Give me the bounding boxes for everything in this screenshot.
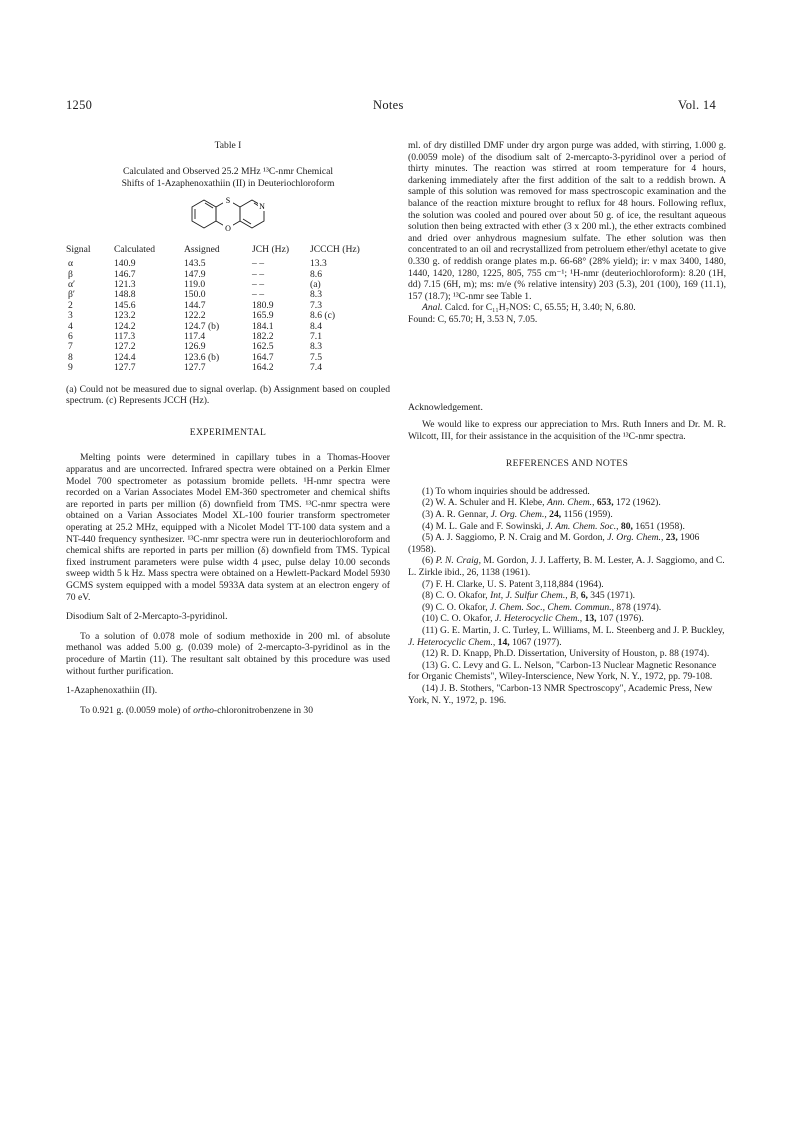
reference-item bbox=[408, 683, 726, 706]
cell-jch: 162.5 bbox=[252, 341, 274, 353]
procedure-continuation: ml. of dry distilled DMF under dry argon purge was added, with stirring, 1.000 g. (0.0059 mole) of the disodium salt of 2-mercapto-3-pyridinol over a period of thirty minutes. The reaction was stirred at room temperature for 4 hours, darkening immediately after the first addition of the salt to a reddish brown. A sample of this solution was removed for mass spectroscopic examination and the balance of the reaction mixture brought to reflux for 48 hours. Following reflux, the solution was cooled and poured over about 50 g. of ice, the resultant aqueous solution then being extracted with ether (3 x 200 ml.), the ether extracts combined and dried over anhydrous magnesium sulfate. The ether solution was then concentrated to an oil and recrystallized from petroluem ether/ethyl acetate to give 0.330 g. of reddish orange plates m.p. 66-68° (28% yield); ir: ν max 3400, 1480, 1440, 1420, 1280, 1225, 805, 755 cm⁻¹; ¹H-nmr (deuteriochloroform): 8.20 (1H, dd) 7.15 (6H, m); ms: m/e (% relative intensity) 203 (5.3), 201 (100), 169 (11.1), 157 (18.7); ¹³C-nmr see Table 1. bbox=[408, 140, 726, 302]
journal-name: J. Am. Chem. Soc., bbox=[546, 520, 619, 532]
cell-assigned: 127.7 bbox=[184, 362, 206, 374]
cell-assigned: 143.5 bbox=[184, 258, 206, 270]
volume-number: 24, bbox=[546, 509, 562, 521]
cell-signal: β bbox=[68, 268, 73, 280]
reference-number: (9) bbox=[422, 601, 434, 613]
journal-name: Int, J. Sulfur Chem., B, bbox=[490, 590, 579, 602]
reference-text: J. B. Stothers, "Carbon-13 NMR Spectroscopy", Academic Press, New York, N. Y., 1972, p. 196. bbox=[408, 682, 713, 706]
reference-item bbox=[408, 660, 726, 683]
oxygen-label: O bbox=[225, 223, 231, 233]
reference-text: 345 (1971). bbox=[587, 590, 636, 602]
cell-calculated: 140.9 bbox=[114, 258, 136, 270]
cell-jccch: 13.3 bbox=[310, 258, 327, 270]
reference-item bbox=[408, 486, 726, 498]
nmr-table bbox=[66, 244, 390, 374]
page-number: 1250 bbox=[66, 98, 93, 112]
reference-text: C. O. Okafor, bbox=[435, 590, 491, 602]
volume-number: 23, bbox=[663, 532, 678, 544]
reference-number: (11) bbox=[422, 625, 438, 636]
reference-item bbox=[408, 613, 726, 625]
cell-jch: 184.1 bbox=[252, 320, 274, 332]
cell-signal: α′ bbox=[68, 279, 76, 290]
cell-jccch: 8.3 bbox=[310, 341, 322, 353]
table-row bbox=[66, 363, 390, 373]
volume-label: Vol. 14 bbox=[678, 98, 716, 112]
sulfur-label: S bbox=[225, 195, 231, 205]
journal-name: J. Org. Chem., bbox=[490, 509, 547, 521]
experimental-paragraph: Melting points were determined in capillary tubes in a Thomas-Hoover apparatus and are uncorrected. Infrared spectra were obtained on a Perkin Elmer Model 700 spectrometer as potassium bromide pellets. ¹H-nmr spectra were recorded on a Varian Associates Model EM-360 spectrometer and chemical shifts are reported in parts per million (δ) downfield from TMS. ¹³C-nmr spectra were obtained on a Varian Associates Model XL-100 fourier transform spectrometer operating at 25.2 MHz, equipped with a Nicolet Model TT-100 data system and a NT-440 frequency synthesizer. ¹³C-nmr spectra were run in deuteriochloroform and chemical shifts are reported in parts per million (δ) downfield from TMS. Typical fixed instrument parameters were pulse width 4 μsec, pulse delay 10.00 seconds sweep width 5 k Hz. Mass spectra were obtained on a Hewlett-Packard Model 5930 GCMS system equipped with a model 5933A data system at an electron engery of 70 eV. bbox=[66, 452, 390, 603]
reference-text: 1651 (1958). bbox=[632, 520, 685, 532]
cell-jch: 164.2 bbox=[252, 362, 274, 374]
reference-number: (7) bbox=[422, 578, 434, 590]
subheading-disodium-salt: Disodium Salt of 2-Mercapto-3-pyridinol. bbox=[66, 611, 228, 623]
subheading-azaphenoxathiin: 1-Azaphenoxathiin (II). bbox=[66, 685, 158, 697]
nitrogen-label: N bbox=[259, 201, 265, 211]
reference-item bbox=[408, 602, 726, 614]
cell-assigned: 123.6 (b) bbox=[184, 351, 220, 363]
reference-number: (10) bbox=[422, 613, 438, 625]
reference-text: A. J. Saggiomo, P. N. Craig and M. Gordon, bbox=[435, 532, 608, 544]
cell-calculated: 148.8 bbox=[114, 289, 136, 301]
cell-jccch: 7.1 bbox=[310, 331, 322, 343]
cell-calculated: 145.6 bbox=[114, 299, 136, 311]
disodium-salt-paragraph: To a solution of 0.078 mole of sodium methoxide in 200 ml. of absolute methanol was added 5.00 g. (0.039 mole) of 2-mercapto-3-pyridinol as in the procedure of Martin (11). The resultant salt obtained by this procedure was used without further purification. bbox=[66, 630, 390, 677]
journal-name: J. Chem. Soc., Chem. Commun., bbox=[490, 601, 615, 613]
table-header-row bbox=[66, 244, 390, 260]
cell-signal: 7 bbox=[68, 341, 73, 353]
table-footnote: (a) Could not be measured due to signal overlap. (b) Assignment based on coupled spectrum. (c) Represents JCCH (Hz). bbox=[66, 383, 390, 407]
volume-number: 14, bbox=[495, 636, 510, 648]
volume-number: 13, bbox=[582, 613, 597, 625]
reference-item bbox=[408, 509, 726, 521]
cell-jccch: 8.3 bbox=[310, 289, 322, 301]
reference-text: W. A. Schuler and H. Klebe, bbox=[435, 497, 547, 509]
reference-item bbox=[408, 532, 726, 555]
reference-text: G. C. Levy and G. L. Nelson, "Carbon-13 Nuclear Magnetic Resonance for Organic Chemists", Wiley-Interscience, New York, N. Y., 1972, pp. 79-108. bbox=[408, 659, 717, 683]
journal-name: P. N. Craig, bbox=[435, 555, 481, 567]
left-column bbox=[66, 140, 390, 716]
cell-assigned: 117.4 bbox=[184, 331, 206, 343]
cell-signal: α bbox=[68, 258, 74, 270]
cell-jccch: (a) bbox=[310, 279, 321, 290]
reference-text: M. L. Gale and F. Sowinski, bbox=[435, 520, 547, 532]
running-head: Notes bbox=[373, 98, 404, 112]
cell-jccch: 8.6 (c) bbox=[310, 310, 336, 322]
reference-text: R. D. Knapp, Ph.D. Dissertation, University of Houston, p. 88 (1974). bbox=[440, 648, 710, 660]
table-title: Table I bbox=[214, 140, 242, 151]
acknowledgement-heading: Acknowledgement. bbox=[408, 401, 483, 413]
reference-item bbox=[408, 555, 726, 578]
cell-signal: β′ bbox=[68, 289, 75, 301]
cell-signal: 2 bbox=[68, 299, 73, 311]
table-caption bbox=[66, 166, 390, 190]
cell-calculated: 121.3 bbox=[114, 279, 136, 290]
reference-item bbox=[408, 648, 726, 660]
reference-item bbox=[408, 590, 726, 602]
cell-jccch: 7.4 bbox=[310, 362, 322, 374]
acknowledgement-text: We would like to express our appreciation to Mrs. Ruth Inners and Dr. M. R. Wilcott, III, for their assistance in the acquisition of the ¹³C-nmr spectra. bbox=[408, 419, 726, 442]
reference-text: G. E. Martin, J. C. Turley, L. Williams, M. L. Steenberg and J. P. Buckley, bbox=[440, 625, 725, 636]
cell-jch: 164.7 bbox=[252, 351, 274, 363]
col-header-jch: JCH (Hz) bbox=[252, 243, 290, 255]
reference-text: C. O. Okafor, bbox=[440, 613, 495, 625]
reference-text: 1067 (1977). bbox=[509, 636, 562, 648]
journal-name: J. Heterocyclic Chem., bbox=[408, 636, 496, 648]
reference-number: (5) bbox=[422, 532, 434, 544]
col-header-jccch: JCCCH (Hz) bbox=[310, 243, 360, 255]
reference-number: (13) bbox=[422, 659, 438, 671]
cell-signal: 3 bbox=[68, 310, 73, 322]
reference-text: 107 (1976). bbox=[596, 613, 644, 625]
cell-calculated: 146.7 bbox=[114, 268, 136, 280]
cell-signal: 6 bbox=[68, 331, 73, 343]
right-column bbox=[408, 140, 726, 706]
cell-jccch: 8.6 bbox=[310, 268, 322, 280]
paragraph-text: To 0.921 g. (0.0059 mole) of bbox=[80, 704, 194, 716]
cell-assigned: 124.7 (b) bbox=[184, 320, 220, 332]
reference-item bbox=[408, 521, 726, 533]
cell-assigned: 147.9 bbox=[184, 268, 206, 280]
reference-number: (14) bbox=[422, 682, 438, 694]
col-header-signal: Signal bbox=[66, 243, 91, 255]
reference-number: (4) bbox=[422, 520, 434, 532]
paragraph-text: -chloronitrobenzene in 30 bbox=[213, 704, 314, 716]
reference-text: F. H. Clarke, U. S. Patent 3,118,884 (1964). bbox=[435, 578, 604, 590]
cell-signal: 4 bbox=[68, 320, 73, 332]
experimental-heading: EXPERIMENTAL bbox=[189, 426, 267, 438]
reference-number: (3) bbox=[422, 509, 434, 521]
cell-jccch: 7.3 bbox=[310, 299, 322, 311]
journal-name: J. Org. Chem., bbox=[607, 532, 664, 544]
cell-assigned: 150.0 bbox=[184, 289, 206, 301]
anal-found: Found: C, 65.70; H, 3.53 N, 7.05. bbox=[408, 313, 538, 325]
volume-number: 6, bbox=[578, 590, 588, 602]
reference-number: (1) bbox=[422, 485, 434, 497]
references-heading: REFERENCES AND NOTES bbox=[505, 458, 629, 470]
benzene-ring bbox=[192, 200, 216, 228]
reference-text: A. R. Gennar, bbox=[435, 509, 491, 521]
reference-text: To whom inquiries should be addressed. bbox=[435, 485, 590, 497]
reference-text: M. Gordon, J. J. Lafferty, B. M. Lester, A. J. Saggiomo, and C. L. Zirkle ibid., 26, 1138 (1961). bbox=[408, 555, 725, 579]
journal-name: Ann. Chem., bbox=[546, 497, 595, 509]
cell-calculated: 124.2 bbox=[114, 320, 136, 332]
cell-jch: – – bbox=[252, 268, 264, 280]
azaphenoxathiin-paragraph bbox=[66, 705, 390, 717]
cell-jch: 165.9 bbox=[252, 310, 274, 322]
reference-text: 878 (1974). bbox=[614, 601, 662, 613]
cell-jccch: 8.4 bbox=[310, 320, 322, 332]
table-caption-line: Shifts of 1-Azaphenoxathiin (II) in Deuteriochloroform bbox=[121, 177, 335, 189]
reference-text: C. O. Okafor, bbox=[435, 601, 491, 613]
cell-calculated: 124.4 bbox=[114, 351, 136, 363]
cell-assigned: 119.0 bbox=[184, 279, 206, 290]
cell-jch: – – bbox=[252, 279, 264, 290]
cell-assigned: 126.9 bbox=[184, 341, 206, 353]
cell-signal: 8 bbox=[68, 351, 73, 363]
cell-jch: 182.2 bbox=[252, 331, 274, 343]
cell-calculated: 123.2 bbox=[114, 310, 136, 322]
cell-signal: 9 bbox=[68, 362, 73, 374]
anal-calcd: Calcd. for C₁₁H₇NOS: C, 65.55; H, 3.40; N, 6.80. bbox=[442, 302, 636, 314]
reference-number: (8) bbox=[422, 590, 434, 602]
table-body bbox=[66, 259, 390, 373]
cell-jch: 180.9 bbox=[252, 299, 274, 311]
reference-item bbox=[408, 497, 726, 509]
volume-number: 653, bbox=[594, 497, 614, 509]
cell-calculated: 127.7 bbox=[114, 362, 136, 374]
cell-jch: – – bbox=[252, 289, 264, 301]
volume-number: 80, bbox=[618, 520, 633, 532]
anal-label: Anal. bbox=[422, 302, 443, 314]
reference-number: (2) bbox=[422, 497, 434, 509]
reference-text: 1156 (1959). bbox=[561, 509, 613, 521]
reference-item bbox=[408, 579, 726, 591]
reference-number: (12) bbox=[422, 648, 438, 660]
journal-name: J. Heterocyclic Chem., bbox=[494, 613, 583, 625]
table-caption-line: Calculated and Observed 25.2 MHz ¹³C-nmr Chemical bbox=[122, 165, 334, 177]
references-list bbox=[408, 486, 726, 706]
italic-term: ortho bbox=[193, 704, 214, 716]
azaphenoxathiin-structure bbox=[178, 194, 278, 242]
col-header-assigned: Assigned bbox=[184, 243, 220, 255]
reference-number: (6) bbox=[422, 555, 434, 567]
elemental-analysis bbox=[408, 302, 726, 314]
reference-text: 1906 (1958). bbox=[408, 532, 700, 555]
cell-assigned: 144.7 bbox=[184, 299, 206, 311]
cell-calculated: 117.3 bbox=[114, 331, 136, 343]
reference-text: 172 (1962). bbox=[613, 497, 661, 509]
cell-jch: – – bbox=[252, 258, 264, 270]
cell-calculated: 127.2 bbox=[114, 341, 136, 353]
reference-item bbox=[408, 625, 726, 648]
cell-jccch: 7.5 bbox=[310, 351, 322, 363]
col-header-calculated: Calculated bbox=[114, 243, 156, 255]
cell-assigned: 122.2 bbox=[184, 310, 206, 322]
